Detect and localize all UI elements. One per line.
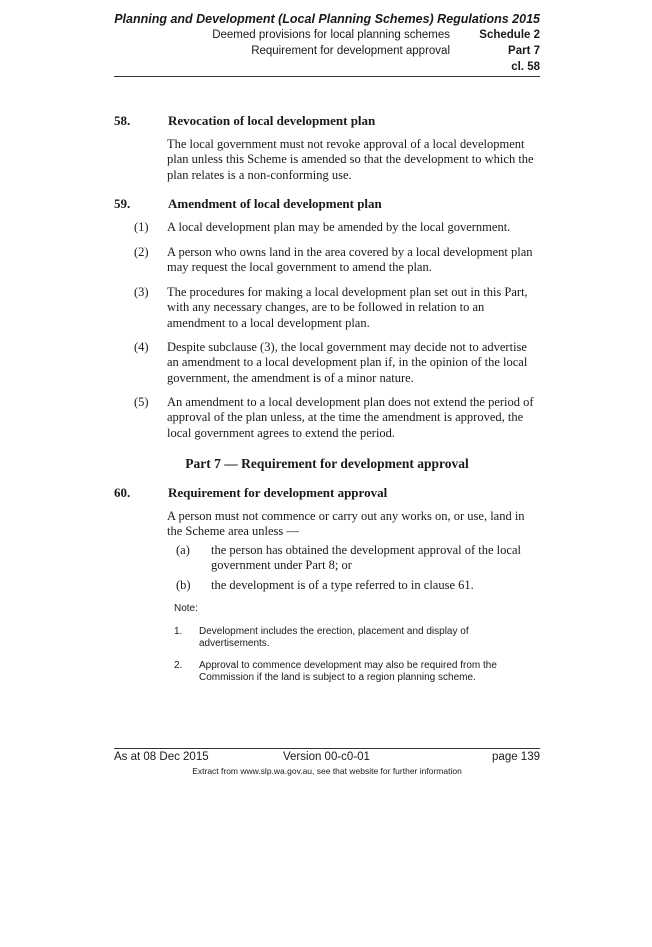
header-divider: [114, 76, 540, 77]
note-label: Note:: [174, 603, 198, 614]
section-title: Amendment of local development plan: [168, 196, 382, 211]
subclause-text: A local development plan may be amended by the local government.: [167, 220, 511, 234]
header-schedule-label: Schedule 2: [479, 29, 540, 41]
section-60-text: A person must not commence or carry out any works on, or use, land in the Scheme area unless —: [167, 509, 525, 539]
footer-divider: [114, 748, 540, 749]
footer-extract-notice: Extract from www.slp.wa.gov.au, see that website for further information: [192, 766, 462, 776]
subclause-number: (4): [134, 340, 149, 354]
subclause-number: (3): [134, 285, 149, 299]
item-text: the person has obtained the development approval of the local government under Part 8; or: [211, 543, 521, 573]
note-number: 2.: [174, 660, 183, 671]
note-text: Development includes the erection, placement and display of advertisements.: [199, 626, 469, 649]
section-number: 60.: [114, 485, 131, 500]
subclause-number: (2): [134, 245, 149, 259]
subclause-text: An amendment to a local development plan does not extend the period of approval of the plan unless, at the time the amendment is approved, the local government agrees to extend the period.: [167, 395, 534, 440]
header-clause-label: cl. 58: [511, 61, 540, 73]
section-number: 59.: [114, 196, 131, 211]
header-schedule-description: Deemed provisions for local planning schemes: [212, 29, 450, 41]
header-part-description: Requirement for development approval: [251, 45, 450, 57]
item-letter: (a): [176, 543, 190, 557]
section-title: Requirement for development approval: [168, 485, 388, 500]
subclause-number: (1): [134, 220, 149, 234]
subclause-text: The procedures for making a local development plan set out in this Part, with any necessary changes, are to be followed in relation to an amendment to a local development plan.: [167, 285, 528, 330]
regulation-title: Planning and Development (Local Planning Schemes) Regulations 2015: [114, 12, 540, 26]
subclause-number: (5): [134, 395, 149, 409]
footer-page-number: page 139: [492, 751, 540, 763]
subclause-text: A person who owns land in the area covered by a local development plan may request the local government to amend the plan.: [167, 245, 533, 275]
item-letter: (b): [176, 578, 191, 592]
subclause-text: Despite subclause (3), the local government may decide not to advertise an amendment to a local development plan if, in the opinion of the local government, the amendment is of a minor nature.: [167, 340, 528, 385]
section-number: 58.: [114, 113, 131, 128]
footer-date: As at 08 Dec 2015: [114, 751, 209, 763]
section-title: Revocation of local development plan: [168, 113, 376, 128]
section-58-text: The local government must not revoke approval of a local development plan unless this Scheme is amended so that the development to which the plan relates is a non-conforming use.: [167, 137, 534, 182]
item-text: the development is of a type referred to in clause 61.: [211, 578, 474, 592]
note-number: 1.: [174, 626, 183, 637]
header-part-label: Part 7: [508, 45, 540, 57]
note-text: Approval to commence development may also be required from the Commission if the land is subject to a region planning scheme.: [199, 660, 497, 683]
footer-version: Version 00-c0-01: [283, 751, 370, 763]
part-7-heading: Part 7 — Requirement for development approval: [185, 456, 469, 471]
